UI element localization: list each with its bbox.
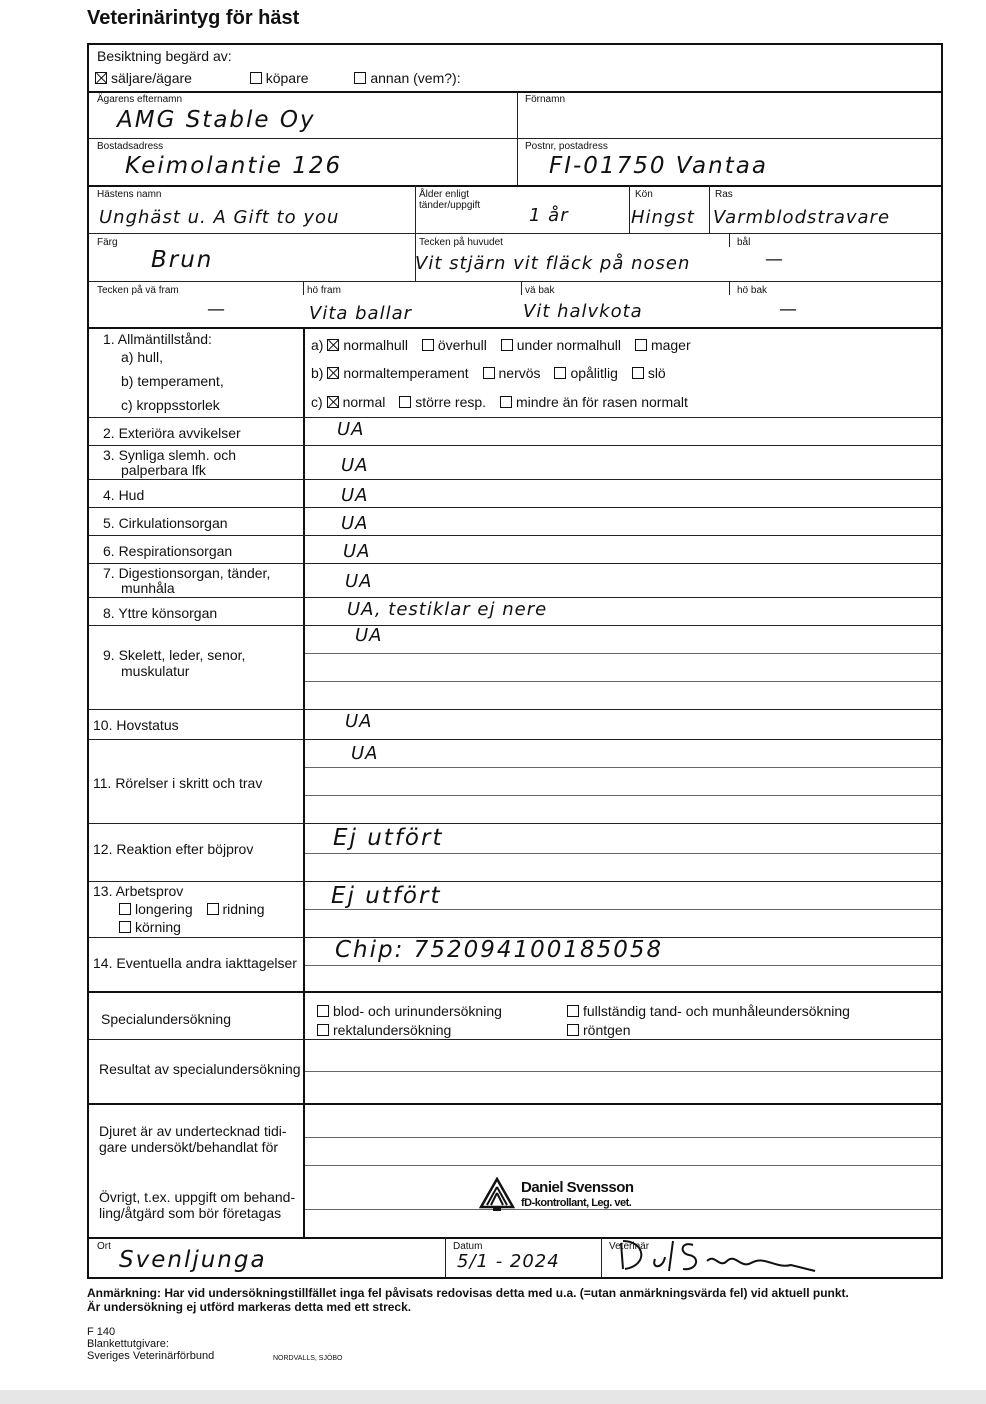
general-sub-b: b) temperament, <box>121 373 224 389</box>
special-label: Specialundersökning <box>101 1011 231 1027</box>
section-4-label: 4. Hud <box>103 487 145 503</box>
age-label-2: tänder/uppgift <box>419 200 481 211</box>
remark-line-1: Anmärkning: Har vid undersökningstillfället inga fel påvisats redovisas detta med u.a. (=utan anmärkningsvärda fel) vid aktuell punkt. <box>87 1286 849 1300</box>
breed-value: Varmblodstravare <box>713 207 891 228</box>
checkbox-nervos[interactable] <box>483 367 495 379</box>
section-7-label-2: munhåla <box>121 580 175 596</box>
head-marks-label: Tecken på huvudet <box>419 237 503 248</box>
work-test-options-2: körning <box>119 919 191 935</box>
section-9-label-2: muskulatur <box>121 663 190 679</box>
special-result-label: Resultat av specialundersökning <box>99 1061 301 1077</box>
section-6-value: UA <box>343 541 371 562</box>
checkbox-rectal[interactable] <box>317 1024 329 1036</box>
checkbox-xray[interactable] <box>567 1024 579 1036</box>
section-6-label: 6. Respirationsorgan <box>103 543 233 559</box>
owner-postal-value: FI-01750 Vantaa <box>549 153 768 179</box>
owner-surname-label: Ägarens efternamn <box>97 94 183 105</box>
checkbox-ridning[interactable] <box>207 903 219 915</box>
publisher-name: Sveriges Veterinärförbund <box>87 1350 215 1362</box>
stamp-logo-icon <box>479 1177 515 1213</box>
checkbox-mager[interactable] <box>635 339 647 351</box>
special-opt-rectal: rektalundersökning <box>317 1022 461 1038</box>
horse-name-label: Hästens namn <box>97 189 162 200</box>
checkbox-blood-urine[interactable] <box>317 1005 329 1017</box>
form-title: Veterinärintyg för häst <box>87 7 300 29</box>
rh-label: hö bak <box>737 285 768 296</box>
date-value: 5/1 - 2024 <box>457 1251 560 1272</box>
owner-address-value: Keimolantie 126 <box>125 153 343 179</box>
section-3-label-2: palperbara lfk <box>121 462 206 478</box>
page-bottom-band <box>0 1390 986 1404</box>
lf-label: Tecken på vä fram <box>97 285 179 296</box>
publisher-label: Blankettutgivare: <box>87 1338 169 1350</box>
general-label: 1. Allmäntillstånd: <box>103 331 212 347</box>
checkbox-under-normalhull[interactable] <box>501 339 513 351</box>
section-8-label: 8. Yttre könsorgan <box>103 605 218 621</box>
tail-value: — <box>765 249 784 270</box>
other-label-1: Övrigt, t.ex. uppgift om behand- <box>99 1189 296 1205</box>
checkbox-larger[interactable] <box>399 396 411 408</box>
lh-label: vä bak <box>525 285 555 296</box>
stamp-name: Daniel Svensson <box>521 1179 634 1196</box>
section-2-value: UA <box>337 419 365 440</box>
stamp-title: fD-kontrollant, Leg. vet. <box>521 1197 632 1209</box>
sex-label: Kön <box>635 189 653 200</box>
section-13-value: Ej utfört <box>331 883 442 909</box>
special-opt-dental: fullständig tand- och munhåleundersökning <box>567 1003 860 1019</box>
section-5-value: UA <box>341 513 369 534</box>
checkbox-smaller[interactable] <box>500 396 512 408</box>
special-opt-blood: blod- och urinundersökning <box>317 1003 512 1019</box>
other-label: annan (vem?): <box>370 70 461 86</box>
age-value: 1 år <box>529 205 569 226</box>
section-3-value: UA <box>341 455 369 476</box>
section-2-label: 2. Exteriöra avvikelser <box>103 425 241 441</box>
lh-value: Vit halvkota <box>523 301 643 322</box>
request-label: Besiktning begärd av: <box>97 48 232 64</box>
checkbox-seller[interactable] <box>95 72 107 84</box>
rf-label: hö fram <box>307 285 341 296</box>
place-label: Ort <box>97 1241 111 1252</box>
general-sub-a: a) hull, <box>121 349 164 365</box>
section-10-value: UA <box>345 711 373 732</box>
rh-value: — <box>779 299 798 320</box>
section-5-label: 5. Cirkulationsorgan <box>103 515 228 531</box>
section-13-label: 13. Arbetsprov <box>93 883 184 899</box>
tail-label: bål <box>737 237 751 248</box>
special-opt-xray: röntgen <box>567 1022 640 1038</box>
form-frame <box>87 43 943 1279</box>
checkbox-longering[interactable] <box>119 903 131 915</box>
color-label: Färg <box>97 237 118 248</box>
section-3-label-1: 3. Synliga slemh. och <box>103 447 237 463</box>
rf-value: Vita ballar <box>309 303 413 324</box>
owner-firstname-label: Förnamn <box>525 94 566 105</box>
section-10-label: 10. Hovstatus <box>93 717 179 733</box>
previous-label-2: gare undersökt/behandlat för <box>99 1139 279 1155</box>
checkbox-normal-size[interactable] <box>327 396 339 408</box>
remark-line-2: Är undersökning ej utförd markeras detta med ett streck. <box>87 1300 412 1314</box>
vet-label: Veterinär <box>609 1241 650 1252</box>
general-sub-c: c) kroppsstorlek <box>121 397 220 413</box>
checkbox-dental[interactable] <box>567 1005 579 1017</box>
section-14-value: Chip: 752094100185058 <box>335 937 664 963</box>
checkbox-normaltemperament[interactable] <box>327 367 339 379</box>
checkbox-overhull[interactable] <box>422 339 434 351</box>
checkbox-normalhull[interactable] <box>327 339 339 351</box>
sex-value: Hingst <box>631 207 695 228</box>
section-14-label: 14. Eventuella andra iakttagelser <box>93 955 297 971</box>
request-options <box>95 70 471 86</box>
place-value: Svenljunga <box>119 1247 267 1273</box>
work-test-options-1: longering ridning <box>119 901 275 917</box>
other-label-2: ling/åtgärd som bör företagas <box>99 1205 282 1221</box>
section-7-value: UA <box>345 571 373 592</box>
section-9-label-1: 9. Skelett, leder, senor, <box>103 647 246 663</box>
vet-stamp <box>479 1173 679 1219</box>
owner-address-label: Bostadsadress <box>97 141 164 152</box>
section-9-value: UA <box>355 625 383 646</box>
lf-value: — <box>207 299 226 320</box>
printer-name: NORDVALLS, SJÖBO <box>273 1355 343 1362</box>
breed-label: Ras <box>715 189 733 200</box>
age-label-1: Ålder enligt <box>419 189 470 200</box>
date-label: Datum <box>453 1241 483 1252</box>
owner-postal-label: Postnr, postadress <box>525 141 608 152</box>
previous-label-1: Djuret är av undertecknad tidi- <box>99 1123 287 1139</box>
seller-label: säljare/ägare <box>111 70 192 86</box>
checkbox-other[interactable] <box>354 72 366 84</box>
section-12-label: 12. Reaktion efter böjprov <box>93 841 254 857</box>
checkbox-korning[interactable] <box>119 921 131 933</box>
buyer-label: köpare <box>265 70 309 86</box>
checkbox-opalitlig[interactable] <box>554 367 566 379</box>
checkbox-buyer[interactable] <box>250 72 262 84</box>
general-row-c: c) normal större resp. mindre än för rasen normalt <box>311 394 688 410</box>
section-12-value: Ej utfört <box>333 825 444 851</box>
form-number: F 140 <box>87 1326 116 1338</box>
horse-name-value: Unghäst u. A Gift to you <box>99 207 340 228</box>
general-row-b: b) normaltemperament nervös opålitlig slö <box>311 365 666 381</box>
head-marks-value: Vit stjärn vit fläck på nosen <box>415 253 691 274</box>
checkbox-slo[interactable] <box>632 367 644 379</box>
section-8-value: UA, testiklar ej nere <box>347 599 548 620</box>
vet-signature <box>615 1235 845 1279</box>
owner-surname-value: AMG Stable Oy <box>117 107 316 133</box>
section-11-label: 11. Rörelser i skritt och trav <box>93 775 263 791</box>
section-7-label-1: 7. Digestionsorgan, tänder, <box>103 565 271 581</box>
section-4-value: UA <box>341 485 369 506</box>
color-value: Brun <box>151 247 214 273</box>
general-row-a: a) normalhull överhull under normalhull mager <box>311 337 691 353</box>
section-11-value: UA <box>351 743 379 764</box>
